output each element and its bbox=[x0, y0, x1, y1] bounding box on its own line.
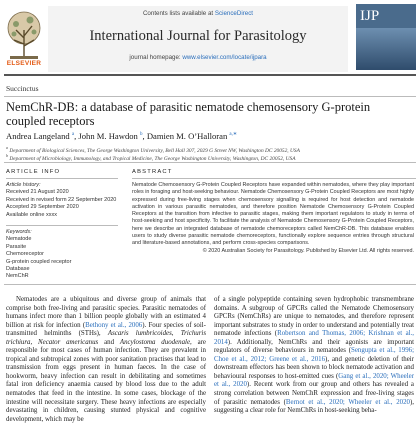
citation-link[interactable]: Bernot et al., 2020; Wheeler et al., 2020 bbox=[285, 398, 410, 406]
author-name: Andrea Langeland bbox=[6, 131, 70, 141]
abstract-heading: ABSTRACT bbox=[132, 169, 173, 175]
keyword[interactable]: Parasite bbox=[6, 243, 27, 250]
author-list: Andrea Langeland $^a$, John M. Hawdon $^b$, Damien M. O’Halloran $^{a,∗}$ bbox=[6, 131, 238, 141]
affiliation-marker: a bbox=[6, 145, 8, 150]
publisher-logo-text: ELSEVIER bbox=[6, 60, 42, 67]
keyword[interactable]: Nematode bbox=[6, 236, 32, 243]
author-link[interactable] bbox=[6, 131, 74, 141]
affiliation-text: Department of Microbiology, Immunology, and Tropical Medicine, The George Washington University, Washington, DC 20052, USA bbox=[9, 155, 296, 162]
keyword[interactable]: NemChR bbox=[6, 273, 29, 280]
body-text: ). Additionally, NemChRs and their agonists are important regulators of diverse behaviours in nematodes ( bbox=[214, 338, 414, 355]
author-link[interactable] bbox=[78, 131, 142, 141]
homepage-link[interactable]: www.elsevier.com/locate/ijpara bbox=[182, 54, 267, 61]
abstract-bottom-divider bbox=[4, 284, 416, 285]
body-text: Nematodes are a ubiquitous and diverse group of animals that comprise both free-living and parasitic species. Parasitic nematodes of humans infect more than 1 billion people globally with an estimated 4 billion at risk for infection ( bbox=[6, 296, 206, 329]
author-name: John M. Hawdon bbox=[78, 131, 138, 141]
abstract-text: Nematode Chemosensory G-Protein Coupled Receptors have expanded within nematodes, where they play important roles in foraging and host-seeking behaviour. Nematode Chemosensory G-Protein Coupled Receptors are most highly expressed during free-living stages when chemosensory signalling is required for host detection and nematode activation in various parasitic nematodes, and therefore position Nematode Chemosensory G-Protein Coupled Receptors at the transition from infective to parasitic stages, making them important regulators to study in terms of host-seeking and host specificity. To facilitate the analysis of Nematode Chemosensory G-Protein Coupled Receptors, here we describe an integrated database of nematode chemoreceptors called NemChR-DB. This database enables users to study diverse parasitic nematode chemoreceptors, functionally explore sequence entries through structural and literature-based annotations, and perform cross-species comparisons. bbox=[132, 182, 414, 247]
journal-title[interactable]: International Journal for Parasitology bbox=[89, 28, 307, 44]
species-name-text: Ancylostoma duodenale bbox=[119, 338, 191, 346]
section-divider bbox=[4, 96, 416, 97]
affiliation-line bbox=[6, 153, 416, 162]
body-text: ), suggesting a clear role for NemChRs in host-seeking beha- bbox=[214, 398, 415, 415]
body-text: ), and genetic deletion of their downstream effectors has been shown to block nematode activation and behavioural responses to host-emitted cues ( bbox=[214, 355, 414, 380]
author-affiliation-marker[interactable]: b bbox=[140, 132, 143, 138]
article-history bbox=[6, 182, 121, 219]
journal-homepage-line bbox=[48, 54, 348, 61]
body-text: , are responsible for most cases of human infection. They are prevalent in tropical and subtropical zones with poor sanitation practises that lead to transmission from eggs present in human faeces. In the case of hookworm, heavy infection can result in debilitating and sometimes fatal iron deficiency anaemia caused by blood loss due to the adult nematodes that feed in the intestine. In some cases, blockage of the intestine will necessitate surgery. These heavy infections are especially devastating in children, causing stunted physical and cognitive development, which may be bbox=[6, 338, 206, 423]
cover-label: IJP bbox=[360, 8, 380, 24]
elsevier-tree-logo-icon bbox=[4, 6, 44, 66]
journal-cover-thumbnail[interactable] bbox=[356, 4, 416, 70]
sciencedirect-link[interactable]: ScienceDirect bbox=[214, 10, 254, 17]
availability-prefix: Contents lists available at bbox=[142, 10, 215, 17]
article-info-heading: ARTICLE INFO bbox=[6, 169, 61, 175]
history-entry: Received 21 August 2020 bbox=[6, 189, 69, 196]
header-divider bbox=[4, 74, 416, 76]
title-block-divider bbox=[4, 162, 416, 163]
keyword[interactable]: G-protein coupled receptor bbox=[6, 258, 72, 265]
citation-link[interactable]: Robertson and Thomas, 2006; Krishnan et al., 2014 bbox=[214, 330, 414, 346]
abstract-body bbox=[132, 182, 414, 255]
author-name: Damien M. O’Halloran bbox=[146, 131, 228, 141]
author-link[interactable] bbox=[147, 131, 237, 141]
body-text: of a single polypeptide containing seven hydrophobic transmembrane domains. A subgroup of GPCRs called the Nematode Chemosensory GPCRs (NemChRs) are unique to nematodes, and therefore represent important substrates to study in order to understand and potentially treat nematode infections ( bbox=[214, 296, 414, 338]
body-text: and bbox=[98, 338, 120, 346]
affiliation-marker: b bbox=[6, 153, 8, 158]
history-entry: Accepted 29 September 2020 bbox=[6, 204, 79, 211]
body-column-left bbox=[6, 296, 206, 424]
affiliation-text: Department of Biological Sciences, The George Washington University, Bell Hall 307, 2029 G Street NW, Washington DC 20052, USA bbox=[9, 147, 300, 154]
contents-availability-line bbox=[48, 10, 348, 17]
article-title: NemChR-DB: a database of parasitic nematode chemosensory G-protein coupled receptors bbox=[6, 100, 371, 128]
keyword[interactable]: Chemoreceptor bbox=[6, 251, 44, 258]
homepage-prefix: journal homepage: bbox=[129, 54, 183, 61]
author-affiliation-marker[interactable]: a bbox=[71, 132, 75, 138]
keywords-divider bbox=[6, 225, 118, 226]
keyword[interactable]: Database bbox=[6, 266, 30, 273]
author-affiliation-marker[interactable]: a,∗ bbox=[229, 132, 238, 138]
keywords-list bbox=[6, 229, 121, 281]
body-text: ). Four species of soil-transmitted helminths (STHs), bbox=[6, 321, 206, 338]
copyright-line: © 2020 Australian Society for Parasitology. Published by Elsevier Ltd. All rights reserved. bbox=[202, 247, 414, 254]
citation-link[interactable]: Gang et al., 2020; Wheeler et al., 2020 bbox=[214, 372, 414, 389]
article-section-label: Succinctus bbox=[6, 84, 39, 93]
keywords-label: Keywords: bbox=[6, 229, 32, 235]
history-entry: Available online xxxx bbox=[6, 211, 57, 218]
cover-artwork bbox=[356, 28, 416, 70]
species-name-text: Ascaris lumbricoides, Trichuris trichiura, Necator americanus bbox=[6, 330, 206, 346]
body-column-right bbox=[214, 296, 414, 416]
article-info-divider bbox=[6, 178, 118, 179]
citation-link[interactable]: Bethony et al., 2006 bbox=[85, 321, 143, 329]
abstract-divider bbox=[132, 178, 416, 179]
article-history-label: Article history: bbox=[6, 182, 41, 188]
citation-link[interactable]: Sengupta et al., 1996; Choe et al., 2012; Greene et al., 2016 bbox=[214, 347, 414, 363]
history-entry: Received in revised form 22 September 2020 bbox=[6, 196, 117, 203]
body-text: ). Recent work from our group and others has revealed a strong correlation between NemChR expression and free-living stages of parasitic nematodes ( bbox=[214, 381, 414, 406]
